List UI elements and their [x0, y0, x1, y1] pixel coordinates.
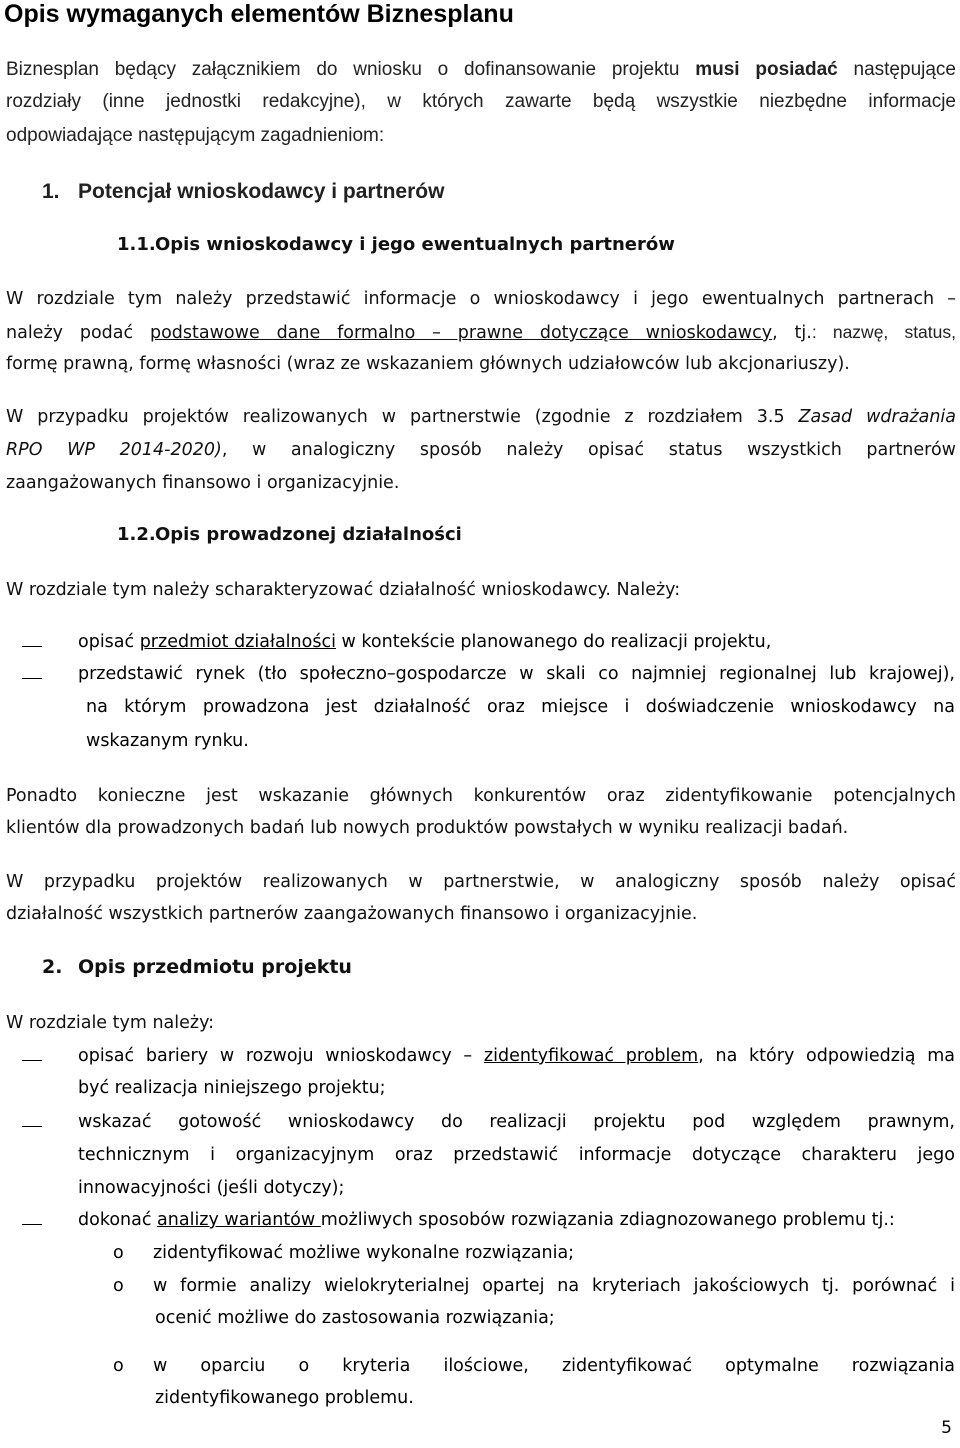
s12-p2-line-1: Ponadto konieczne jest wskazanie głównych konkurentów oraz zidentyfikowanie potencjalnych [6, 786, 956, 806]
section-1-number: 1. [42, 180, 60, 203]
page-title: Opis wymaganych elementów Biznesplanu [4, 0, 514, 28]
s2-bullet-3: dokonać analizy wariantów możliwych sposobów rozwiązania zdiagnozowanego problemu tj.: [78, 1210, 895, 1230]
s12-p2-line-2: klientów dla prowadzonych badań lub nowych produktów powstałych w wyniku realizacji badań. [6, 818, 849, 838]
s2-bullet-2-line-2: technicznym i organizacyjnym oraz przedstawić informacje dotyczące charakteru jego [78, 1145, 955, 1165]
s12-p3-line-2: działalność wszystkich partnerów zaangażowanych finansowo i organizacyjnie. [6, 904, 698, 924]
section-2-number: 2. [42, 956, 63, 978]
intro-line-2: rozdziały (inne jednostki redakcyjne), w których zawarte będą wszystkie niezbędne informacje [6, 91, 956, 112]
dash-bullet [22, 1060, 42, 1061]
s11-p2-line-2: RPO WP 2014-2020), w analogiczny sposób należy opisać status wszystkich partnerów [6, 440, 957, 460]
s12-bullet-2-line-2: na którym prowadzona jest działalność oraz miejsce i doświadczenie wnioskodawcy na [86, 697, 955, 717]
s11-p2-line-1: W przypadku projektów realizowanych w partnerstwie (zgodnie z rozdziałem 3.5 Zasad wdrażania [6, 407, 956, 427]
s2-bullet-1-line-2: być realizacja niniejszego projektu; [78, 1078, 386, 1098]
s2-sub-2-line-2: ocenić możliwe do zastosowania rozwiązania; [155, 1308, 555, 1328]
s11-p2-line-3: zaangażowanych finansowo i organizacyjnie. [6, 473, 400, 493]
section-1-1-heading: Opis wnioskodawcy i jego ewentualnych partnerów [155, 234, 675, 255]
section-2-heading: Opis przedmiotu projektu [78, 956, 352, 978]
circle-bullet: o [113, 1356, 124, 1376]
s2-p1: W rozdziale tym należy: [6, 1013, 215, 1033]
page-number: 5 [941, 1418, 952, 1438]
s2-bullet-1-line-1: opisać bariery w rozwoju wnioskodawcy – zidentyfikować problem, na który odpowiedzią ma [78, 1046, 955, 1066]
circle-bullet: o [113, 1243, 124, 1263]
s2-sub-1: zidentyfikować możliwe wykonalne rozwiązania; [153, 1243, 575, 1263]
s2-sub-3-line-1: w oparciu o kryteria ilościowe, zidentyfikować optymalne rozwiązania [153, 1356, 955, 1376]
italic-phrase: Zasad wdrażania [798, 407, 956, 427]
intro-bold-phrase: musi posiadać [695, 59, 838, 80]
s11-p1-line-3: formę prawną, formę własności (wraz ze wskazaniem głównych udziałowców lub akcjonariuszy). [6, 354, 850, 374]
s12-p1: W rozdziale tym należy scharakteryzować działalność wnioskodawcy. Należy: [6, 580, 681, 600]
dash-bullet [22, 678, 42, 679]
dash-bullet [22, 646, 42, 647]
intro-line-1: Biznesplan będący załącznikiem do wniosku o dofinansowanie projektu musi posiadać następujące [6, 59, 956, 80]
s2-sub-2-line-1: w formie analizy wielokryterialnej opartej na kryteriach jakościowych tj. porównać i [153, 1276, 955, 1296]
s2-sub-3-line-2: zidentyfikowanego problemu. [155, 1388, 414, 1408]
s12-bullet-2-line-3: wskazanym rynku. [86, 731, 249, 751]
section-1-heading: Potencjał wnioskodawcy i partnerów [78, 180, 445, 203]
s12-bullet-1: opisać przedmiot działalności w kontekście planowanego do realizacji projektu, [78, 632, 772, 652]
section-1-1-number: 1.1. [117, 234, 156, 255]
s2-bullet-2-line-3: innowacyjności (jeśli dotyczy); [78, 1178, 345, 1198]
underlined-phrase: podstawowe dane formalno – prawne dotyczące wnioskodawcy [149, 323, 773, 343]
s11-p1-line-1: W rozdziale tym należy przedstawić informacje o wnioskodawcy i jego ewentualnych partnerach – [6, 289, 956, 309]
section-1-2-number: 1.2. [117, 524, 156, 545]
intro-line-3: odpowiadające następującym zagadnieniom: [6, 125, 385, 146]
s12-p3-line-1: W przypadku projektów realizowanych w partnerstwie, w analogiczny sposób należy opisać [6, 872, 956, 892]
s11-p1-line-2: należy podać podstawowe dane formalno – prawne dotyczące wnioskodawcy, tj.: nazwę, status, [6, 322, 956, 343]
dash-bullet [22, 1126, 42, 1127]
circle-bullet: o [113, 1276, 124, 1296]
s12-bullet-2-line-1: przedstawić rynek (tło społeczno–gospodarcze w skali co najmniej regionalnej lub krajowej), [78, 664, 955, 684]
section-1-2-heading: Opis prowadzonej działalności [155, 524, 462, 545]
s2-bullet-2-line-1: wskazać gotowość wnioskodawcy do realizacji projektu pod względem prawnym, [78, 1112, 955, 1132]
dash-bullet [22, 1224, 42, 1225]
